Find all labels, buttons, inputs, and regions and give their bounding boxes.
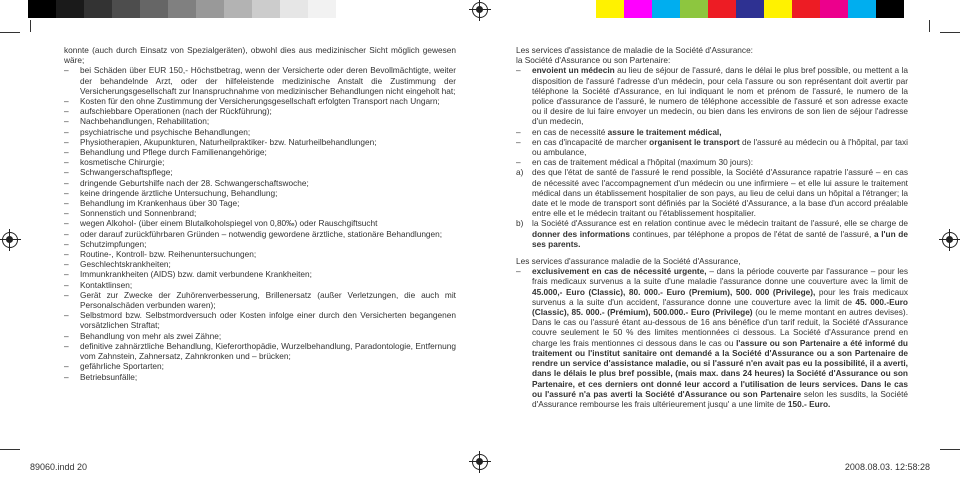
insurance-list xyxy=(516,266,908,409)
exclusion-list xyxy=(64,65,456,381)
list-item: – Kosten für den ohne Zustimmung der Versicherungsgesellschaft erfolgten Transport nach Ungarn; xyxy=(64,96,456,106)
assistance-list xyxy=(516,65,908,167)
color-swatch xyxy=(168,0,196,18)
color-swatch xyxy=(736,0,764,18)
list-item: – Routine-, Kontroll- bzw. Reihenuntersuchungen; xyxy=(64,249,456,259)
crop-mark xyxy=(30,20,31,32)
crop-mark xyxy=(940,32,960,33)
registration-mark-top xyxy=(472,2,488,18)
list-item: – Schutzimpfungen; xyxy=(64,239,456,249)
color-swatch xyxy=(876,0,904,18)
color-swatch xyxy=(624,0,652,18)
list-item: – Immunkrankheiten (AIDS) bzw. damit verbundene Krankheiten; xyxy=(64,269,456,279)
crop-mark xyxy=(0,449,20,450)
list-item: a) des que l'état de santé de l'assuré le rend possible, la Société d'Assurance rapatrie l'assuré – en cas de nécessité avec l'accompagnement d'un médecin ou une infirmiere – et elle lui assure le traitement médical dans un établissement hospitalier de son pays, au lieu de celui dans un hôpital a l'étranger; la date et le mode de transport sont définiés par la Société d'Assurance, a la base d'un accord préalable entre elle et le médecin traitant ou l'établissement hospitalier. xyxy=(516,167,908,219)
list-item: – Sonnenstich und Sonnenbrand; xyxy=(64,208,456,218)
list-item: – bei Schäden über EUR 150,- Höchstbetrag, wenn der Versicherte oder deren Bevollmächtigte, weiter der behandelnde Arzt, oder der hilfeleistende medizinische Anstalt die Zustimmung der Versicherungsgesellschaft zur Inanspruchnahme von medizinischer Behandlungen nicht eingeholt hat; xyxy=(64,65,456,96)
registration-mark-left xyxy=(2,232,18,248)
list-item: – Behandlung und Pflege durch Familienangehörige; xyxy=(64,147,456,157)
grayscale-calibration-bar xyxy=(0,0,364,18)
list-item: – Nachbehandlungen, Rehabilitation; xyxy=(64,116,456,126)
registration-mark-right xyxy=(942,232,958,248)
assistance-subheading: la Société d'Assurance ou son Partenaire: xyxy=(516,55,671,66)
color-swatch xyxy=(84,0,112,18)
list-item: – Gerät zur Zwecke der Zuhörenverbesserung, Brillenersatz (außer Verletzungen, die auch mit Personalschäden verbunden waren); xyxy=(64,290,456,310)
color-swatch xyxy=(196,0,224,18)
hospital-sublist xyxy=(516,167,908,249)
right-column xyxy=(516,45,908,409)
list-item: – aufschiebbare Operationen (nach der Rückführung); xyxy=(64,106,456,116)
registration-mark-bottom xyxy=(472,454,488,470)
assistance-heading: Les services d'assistance de maladie de la Société d'Assurance: xyxy=(516,45,753,55)
list-item: – Schwangerschaftspflege; xyxy=(64,167,456,177)
color-swatch xyxy=(708,0,736,18)
color-swatch xyxy=(0,0,28,18)
color-swatch xyxy=(652,0,680,18)
list-item: – kosmetische Chirurgie; xyxy=(64,157,456,167)
footer-filename: 89060.indd 20 xyxy=(30,462,88,472)
list-item: – oder darauf zurückführbaren Gründen – notwendig gewordene ärztliche, stationäre Behandlungen; xyxy=(64,229,456,239)
list-item: – keine dringende ärztliche Untersuchung, Behandlung; xyxy=(64,188,456,198)
list-item: – Kontaktlinsen; xyxy=(64,280,456,290)
color-swatch xyxy=(112,0,140,18)
color-swatch xyxy=(820,0,848,18)
color-swatch xyxy=(140,0,168,18)
color-swatch xyxy=(596,0,624,18)
list-item: – Behandlung im Krankenhaus über 30 Tage; xyxy=(64,198,456,208)
color-swatch xyxy=(764,0,792,18)
list-item: – Geschlechtskrankheiten; xyxy=(64,259,456,269)
crop-mark xyxy=(929,20,930,32)
list-item: – wegen Alkohol- (über einem Blutalkoholspiegel von 0,80‰) oder Rauschgiftsucht xyxy=(64,218,456,228)
list-item: – Selbstmord bzw. Selbstmordversuch oder Kosten infolge einer durch den Versicherten begangenen vorsätzlichen Straftat; xyxy=(64,310,456,330)
list-item: – en cas de traitement médical a l'hôpital (maximum 30 jours): xyxy=(516,157,908,167)
list-item: – definitive zahnärztliche Behandlung, Kieferorthopädie, Wurzelbehandlung, Paradontologie, Entfernung vom Zahnstein, Zahnersatz, Zahnkronken und – brücken; xyxy=(64,341,456,361)
color-swatch xyxy=(680,0,708,18)
color-swatch xyxy=(336,0,364,18)
list-item: – Betriebsunfälle; xyxy=(64,372,456,382)
color-swatch xyxy=(904,0,932,18)
color-swatch xyxy=(280,0,308,18)
footer-timestamp: 2008.08.03. 12:58:28 xyxy=(844,462,930,472)
color-swatch xyxy=(848,0,876,18)
color-swatch xyxy=(56,0,84,18)
list-item: – dringende Geburtshilfe nach der 28. Schwangerschaftswoche; xyxy=(64,178,456,188)
list-item: – en cas de necessité assure le traitement médical, xyxy=(516,127,908,137)
left-intro: konnte (auch durch Einsatz von Spezialgeräten), obwohl dies aus medizinischer Sicht möglich gewesen wäre; xyxy=(64,45,456,66)
list-item: – gefährliche Sportarten; xyxy=(64,361,456,371)
list-item: – Behandlung von mehr als zwei Zähne; xyxy=(64,331,456,341)
list-item: – envoient un médecin au lieu de séjour de l'assuré, dans le délai le plus bref possible, ou mettent a la disposition de l'assuré l'adresse d'un médecin, pour cela l'assure ou son représentant doit avertir par téléphone la Société d'Assurance, en lui indiquant le nom et prénom de l'assuré, le numero de la police d'assurance de l'assuré, le numero de téléphone accessible de l'assuré et son adresse exacte ou il desire de lui faire envoyer un medecin, ou bien dans les environs de son lien de séjour l'adresse d'un medecin, xyxy=(516,65,908,126)
color-swatch xyxy=(792,0,820,18)
list-item: – psychiatrische und psychische Behandlungen; xyxy=(64,127,456,137)
color-calibration-bar xyxy=(596,0,960,18)
color-swatch xyxy=(224,0,252,18)
color-swatch xyxy=(252,0,280,18)
color-swatch xyxy=(28,0,56,18)
list-item: – Physiotherapien, Akupunkturen, Naturheilpraktiker- bzw. Naturheilbehandlungen; xyxy=(64,137,456,147)
list-item: – en cas d'incapacité de marcher organisent le transport de l'assuré au médecin ou à l'hôpital, par taxi ou ambulance, xyxy=(516,137,908,157)
color-swatch xyxy=(932,0,960,18)
left-column xyxy=(64,45,456,382)
list-item: – exclusivement en cas de nécessité urgente, – dans la période couverte par l'assurance – pour les frais medicaux survenus a la suite d'une maladie l'assurance donne une couverture avec la limit de 45.000,- Euro (Classic), 80. 000.- Euro (Premium), 500. 000 (Privilege), pour les frais medicaux survenus a la suite d'un accident, l'assurance donne une couverture avec la limit de 45. 000.-Euro (Classic), 85. 000.- (Prémium), 500.000.- Euro (Privilege) (ou le meme montant en autres devises). Dans le cas ou l'assuré étant au-dessous de 16 ans bénéfice d'un tarif reduit, la Société d'Assurance couvre seulement le 50 % des limites mentionnées ci dessous. La Société d'Assurance prend en charge les frais mentionnes ci dessous dans le cas ou l'assure ou son Partenaire a été informé du traitement ou l'institut sanitaire ont demandé a la Société d'Assurance ou a son Partenaire de rendre un service d'assistance maladie, ou si l'assuré n'en avait pas eu la possibilité, il a averti, dans le délais le plus bref possible, (mais max. dans 24 heures) la Société d'Assurance ou son Partenaire, et ces derniers ont donné leur accord a l'utilisation de leurs services. Dans le cas ou l'assuré n'a pas averti la Société d'Assurance ou son Partenaire selon les susdits, la Société d'Assurance rembourse les frais ultérieurement jusqu' a une limite de 150.- Euro. xyxy=(516,266,908,409)
crop-mark xyxy=(940,449,960,450)
insurance-heading: Les services d'assurance maladie de la Société d'Assurance, xyxy=(516,256,741,267)
color-swatch xyxy=(308,0,336,18)
crop-mark xyxy=(0,32,20,33)
list-item: b) la Société d'Assurance est en relation continue avec le médecin traitant de l'assuré, elle se charge de donner des informations continues, par téléphone a propos de l'état de santé de l'assuré, a l'un de ses parents. xyxy=(516,218,908,249)
